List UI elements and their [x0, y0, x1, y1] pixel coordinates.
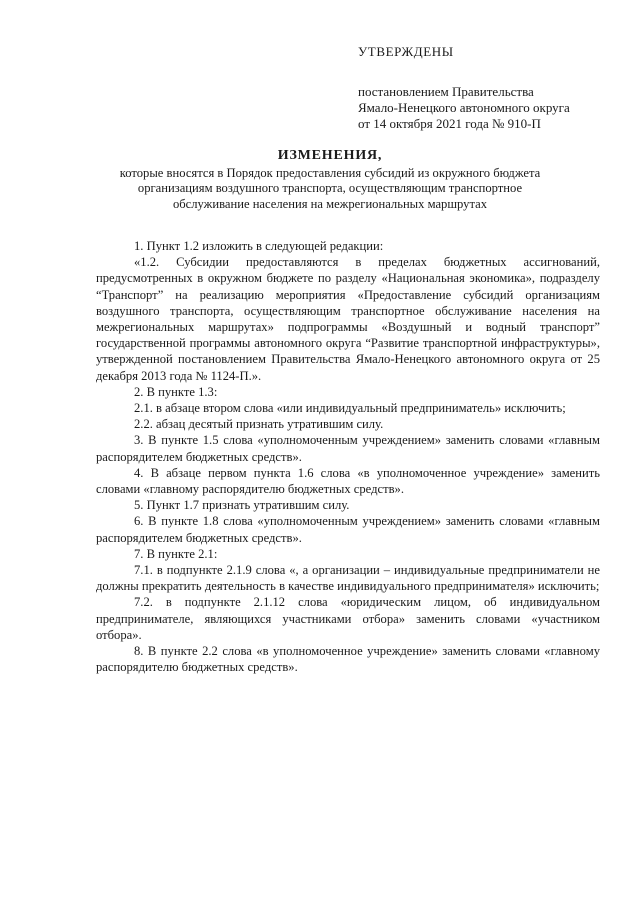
document-subtitle-line: организациям воздушного транспорта, осуществляющим транспортное [137, 181, 523, 195]
paragraph-item-4: 4. В абзаце первом пункта 1.6 слова «в уполномоченное учреждение» заменить словами «главному распорядителю бюджетных средств». [96, 465, 600, 497]
document-body [96, 238, 600, 675]
document-subtitle-line: обслуживание населения на межрегиональных маршрутах [172, 196, 488, 211]
paragraph-item-1-2-text: «1.2. Субсидии предоставляются в пределах бюджетных ассигнований, предусмотренных в окружном бюджете по разделу «Национальная экономика», подразделу “Транспорт” на реализацию мероприятия «Предоставление субсидий организациям воздушного транспорта, осуществляющим транспортное обслуживание населения на межрегиональных маршрутах» подпрограммы «Воздушный и водный транспорт” государственной программы автономного округа “Развитие транспортной инфраструктуры», утвержденной постановлением Правительства Ямало-Ненецкого автономного округа от 25 декабря 2013 года № 1124-П.». [96, 255, 600, 383]
approval-line: Ямало-Ненецкого автономного округа [358, 100, 570, 115]
paragraph-item-5: 5. Пункт 1.7 признать утратившим силу. [134, 498, 350, 513]
approval-line: постановлением Правительства [358, 84, 534, 99]
document-heading [80, 148, 580, 212]
paragraph-item-7: 7. В пункте 2.1: [134, 546, 218, 561]
paragraph-item-7-1: 7.1. в подпункте 2.1.9 слова «, а организации – индивидуальные предприниматели не должны прекратить деятельность в качестве индивидуального предпринимателя» исключить; [96, 563, 600, 594]
document-title: ИЗМЕНЕНИЯ, [277, 148, 383, 163]
paragraph-item-2-1: 2.1. в абзаце втором слова «или индивидуальный предприниматель» исключить; [134, 401, 566, 416]
paragraph-item-2: 2. В пункте 1.3: [134, 384, 218, 399]
paragraph-item-1: 1. Пункт 1.2 изложить в следующей редакции: [134, 239, 384, 253]
paragraph-item-2-2: 2.2. абзац десятый признать утратившим силу. [134, 417, 384, 432]
paragraph-item-6: 6. В пункте 1.8 слова «уполномоченным учреждением» заменить словами «главным распорядителем бюджетных средств». [96, 514, 600, 545]
paragraph-item-8: 8. В пункте 2.2 слова «в уполномоченное учреждение» заменить словами «главному распорядителю бюджетных средств». [96, 644, 600, 675]
paragraph-item-3: 3. В пункте 1.5 слова «уполномоченным учреждением» заменить словами «главным распорядителем бюджетных средств». [96, 433, 600, 464]
approval-heading: УТВЕРЖДЕНЫ [358, 44, 454, 59]
document-subtitle-line: которые вносятся в Порядок предоставления субсидий из окружного бюджета [119, 165, 541, 180]
approval-line: от 14 октября 2021 года № 910-П [358, 116, 541, 131]
paragraph-item-7-2: 7.2. в подпункте 2.1.12 слова «юридическим лицом, об индивидуальном предпринимателе, являющихся участниками отбора» заменить словами «участником отбора». [96, 595, 600, 642]
approval-stamp [358, 44, 628, 132]
